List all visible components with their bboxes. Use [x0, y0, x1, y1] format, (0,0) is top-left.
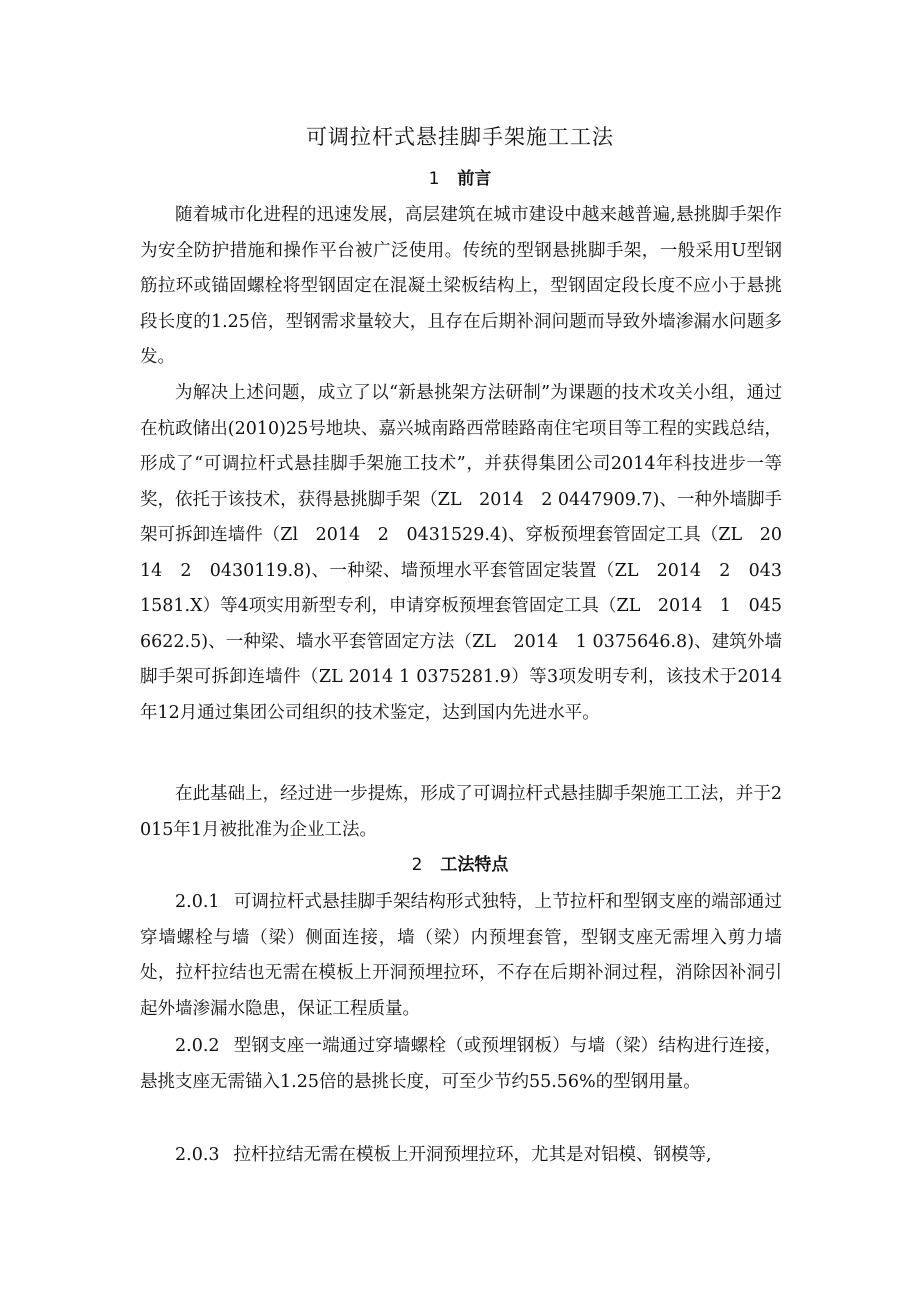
- section-heading-preface: [0, 165, 920, 193]
- feature-clause-2-0-2: [140, 1029, 782, 1100]
- clause-text: 型钢支座一端通过穿墙螺栓（或预埋钢板）与墙（梁）结构进行连接，悬挑支座无需锚入1.25倍的悬挑长度，可至少节约55.56%的型钢用量。: [140, 1036, 782, 1092]
- clause-number: 2.0.2: [175, 1036, 220, 1056]
- preface-paragraph-1: 随着城市化进程的迅速发展，高层建筑在城市建设中越来越普遍,悬挑脚手架作为安全防护措施和操作平台被广泛使用。传统的型钢悬挑脚手架，一般采用U型钢筋拉环或锚固螺栓将型钢固定在混凝土梁板结构上，型钢固定段长度不应小于悬挑段长度的1.25倍，型钢需求量较大，且存在后期补洞问题而导致外墙渗漏水问题多发。: [140, 205, 782, 367]
- clause-text: 拉杆拉结无需在模板上开洞预埋拉环，尤其是对铝模、钢模等,: [233, 1145, 712, 1165]
- section-title: 工法特点: [440, 855, 509, 875]
- clause-number: 2.0.3: [175, 1145, 220, 1165]
- section-number: 2: [411, 855, 423, 875]
- feature-clause-2-0-1: [140, 885, 782, 1027]
- clause-text: 可调拉杆式悬挂脚手架结构形式独特，上节拉杆和型钢支座的端部通过穿墙螺栓与墙（梁）侧面连接，墙（梁）内预埋套管，型钢支座无需埋入剪力墙处，拉杆拉结也无需在模板上开洞预埋拉环，不存在后期补洞过程，消除因补洞引起外墙渗漏水隐患，保证工程质量。: [140, 892, 782, 1019]
- preface-paragraph-3: 在此基础上，经过进一步提炼，形成了可调拉杆式悬挂脚手架施工工法，并于2015年1月被批准为企业工法。: [140, 784, 782, 840]
- section-title: 前言: [457, 169, 492, 189]
- preface-paragraph-2: 为解决上述问题，成立了以“新悬挑架方法研制”为课题的技术攻关小组，通过在杭政储出(2010)25号地块、嘉兴城南路西常睦路南住宅项目等工程的实践总结，形成了“可调拉杆式悬挂脚手架施工技术”，并获得集团公司2014年科技进步一等奖，依托于该技术，获得悬挑脚手架（ZL 2014 2 0447909.7)、一种外墙脚手架可拆卸连墙件（Zl 2014 2 0431529.4)、穿板预埋套管固定工具（ZL 2014 2 0430119.8)、一种梁、墙预埋水平套管固定装置（ZL 2014 2 0431581.X）等4项实用新型专利，申请穿板预埋套管固定工具（ZL 2014 1 0456622.5)、一种梁、墙水平套管固定方法（ZL 2014 1 0375646.8)、建筑外墙脚手架可拆卸连墙件（ZL 2014 1 0375281.9）等3项发明专利，该技术于2014年12月通过集团公司组织的技术鉴定，达到国内先进水平。: [140, 383, 782, 723]
- document-title: 可调拉杆式悬挂脚手架施工工法: [306, 125, 614, 149]
- section-heading-features: [0, 851, 920, 879]
- feature-clause-2-0-3: [140, 1138, 782, 1174]
- clause-number: 2.0.1: [175, 892, 220, 912]
- section-number: 1: [428, 169, 440, 189]
